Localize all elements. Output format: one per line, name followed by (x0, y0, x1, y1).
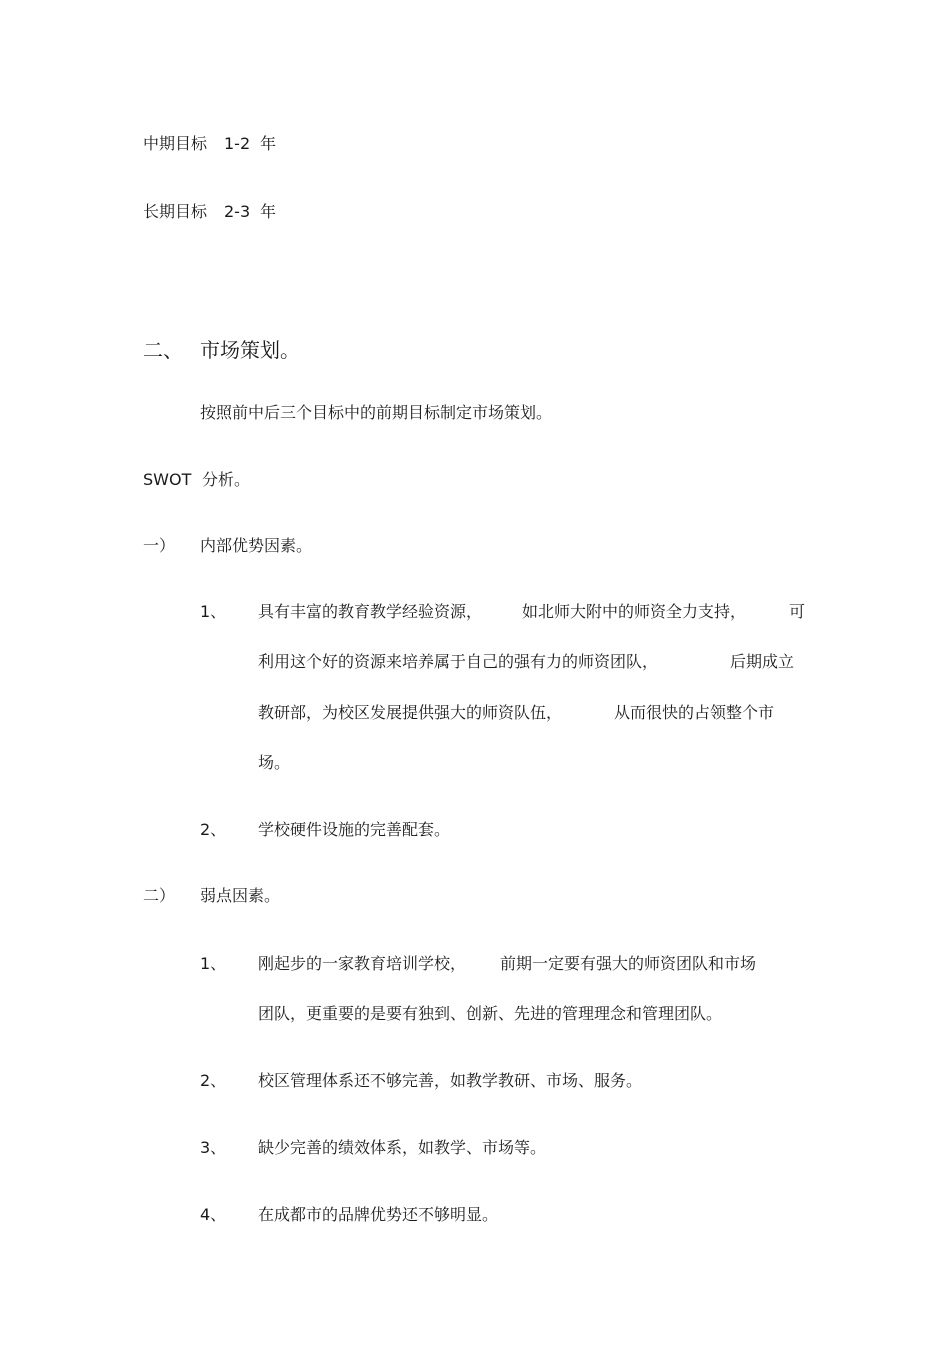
weaknesses-marker: 二） (143, 886, 176, 905)
weakness-2-number: 2、 (200, 1071, 227, 1090)
weakness-1-text: 前期一定要有强大的师资团队和市场 (500, 954, 757, 973)
long-term-target-range: 2-3 (224, 202, 251, 221)
mid-term-target-label: 中期目标 (143, 134, 208, 153)
weakness-4-number: 4、 (200, 1205, 227, 1224)
weakness-2-text: 校区管理体系还不够完善，如教学教研、市场、服务。 (258, 1071, 643, 1090)
strength-1-text: 具有丰富的教育教学经验资源， (258, 602, 483, 621)
long-term-target-label: 长期目标 (143, 202, 208, 221)
section-intro: 按照前中后三个目标中的前期目标制定市场策划。 (200, 403, 553, 422)
strengths-title: 内部优势因素。 (200, 536, 313, 555)
strength-1-number: 1、 (200, 602, 227, 621)
strength-1-text: 后期成立 (730, 652, 795, 671)
weaknesses-title: 弱点因素。 (200, 886, 281, 905)
weakness-3-number: 3、 (200, 1138, 227, 1157)
weakness-4-text: 在成都市的品牌优势还不够明显。 (258, 1205, 499, 1224)
section-title: 市场策划。 (200, 338, 300, 362)
strength-1-text: 教研部，为校区发展提供强大的师资队伍， (258, 703, 563, 722)
mid-term-target-range: 1-2 (224, 134, 251, 153)
strengths-marker: 一） (143, 536, 176, 555)
strength-2-number: 2、 (200, 820, 227, 839)
strength-1-text: 场。 (258, 753, 291, 772)
long-term-target-unit: 年 (260, 202, 277, 221)
strength-2-text: 学校硬件设施的完善配套。 (258, 820, 451, 839)
strength-1-text: 如北师大附中的师资全力支持， (522, 602, 747, 621)
weakness-1-text: 刚起步的一家教育培训学校， (258, 954, 467, 973)
strength-1-text: 可 (789, 602, 806, 621)
weakness-1-number: 1、 (200, 954, 227, 973)
weakness-3-text: 缺少完善的绩效体系，如教学、市场等。 (258, 1138, 547, 1157)
section-number: 二、 (143, 338, 183, 362)
strength-1-text: 利用这个好的资源来培养属于自己的强有力的师资团队， (258, 652, 659, 671)
swot-label: SWOT (143, 470, 192, 489)
mid-term-target-unit: 年 (260, 134, 277, 153)
strength-1-text: 从而很快的占领整个市 (614, 703, 775, 722)
weakness-1-text: 团队，更重要的是要有独到、创新、先进的管理理念和管理团队。 (258, 1004, 723, 1023)
swot-title: 分析。 (202, 470, 251, 489)
